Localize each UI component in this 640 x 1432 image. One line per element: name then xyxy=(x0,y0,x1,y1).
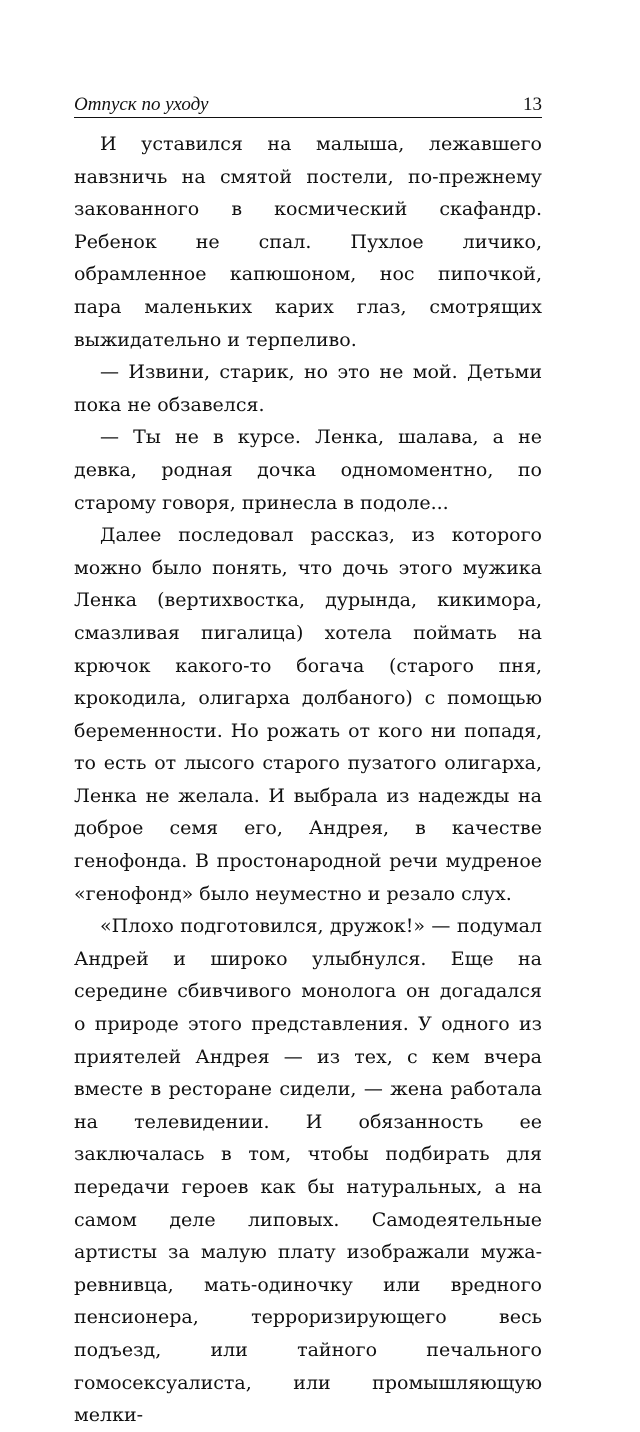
paragraph-3: — Ты не в курсе. Ленка, шалава, а не девка, родная дочка одномоментно, по старому говоря, принесла в подоле... xyxy=(74,426,542,514)
running-title: Отпуск по уходу xyxy=(74,94,209,115)
paragraph-5: «Плохо подготовился, дружок!» — подумал Андрей и широко улыбнулся. Еще на середине сбивчивого монолога он догадался о природе этого представления. У одного из приятелей Андрея — из тех, с кем вчера вместе в ресторане сидели, — жена работала на телевидении. И обязанность ее заключалась в том, чтобы подбирать для передачи героев как бы натуральных, а на самом деле липовых. Самодеятельные артисты за малую плату изображали мужа-ревнивца, мать-одиночку или вредного пенсионера, терроризирующего весь подъезд, или тайного печального гомосексуалиста, или промышляющую мелки- xyxy=(74,915,542,1427)
body-text xyxy=(74,128,542,1432)
paragraph-2: — Извини, старик, но это не мой. Детьми пока не обзавелся. xyxy=(74,361,542,416)
paragraph-1: И уставился на малыша, лежавшего навзничь на смятой постели, по-прежнему закованного в космический скафандр. Ребенок не спал. Пухлое личико, обрамленное капюшоном, нос пипочкой, пара маленьких карих глаз, смотрящих выжидательно и терпеливо. xyxy=(74,133,542,351)
paragraph-4: Далее последовал рассказ, из которого можно было понять, что дочь этого мужика Ленка (вертихвостка, дурында, кикимора, смазливая пигалица) хотела поймать на крючок какого-то богача (старого пня, крокодила, олигарха долбаного) с помощью беременности. Но рожать от кого ни попадя, то есть от лысого старого пузатого олигарха, Ленка не желала. И выбрала из надежды на доброе семя его, Андрея, в качестве генофонда. В простонародной речи мудреное «генофонд» было неуместно и резало слух. xyxy=(74,524,542,905)
page-number: 13 xyxy=(523,94,542,115)
running-header xyxy=(74,86,542,118)
